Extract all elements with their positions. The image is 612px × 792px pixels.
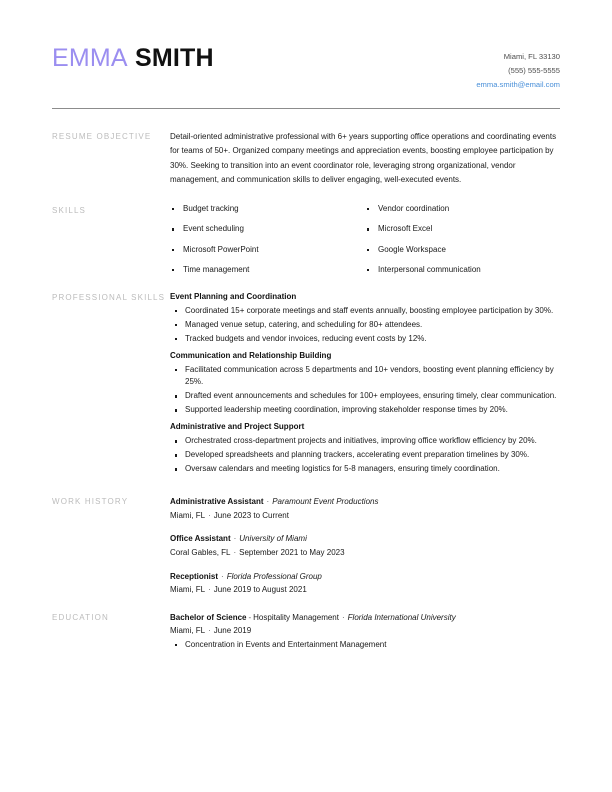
group-title: Communication and Relationship Building (170, 350, 332, 360)
job-location: Miami, FL (170, 585, 206, 595)
header-divider (52, 108, 560, 109)
list-item: Developed spreadsheets and planning trackers, accelerating event preparation timelines by 30%. (170, 449, 560, 462)
resume-header (52, 38, 560, 92)
education-location: Miami, FL (170, 626, 206, 636)
list-item: Managed venue setup, catering, and scheduling for 80+ attendees. (170, 319, 560, 332)
group-bullets (170, 305, 560, 346)
list-item: Concentration in Events and Entertainment Management (170, 639, 560, 652)
contact-location: Miami, FL 33130 (503, 52, 560, 61)
list-item: Facilitated communication across 5 departments and 10+ vendors, boosting event planning efficiency by 25%. (170, 364, 560, 390)
education-school: Florida International University (347, 612, 456, 622)
skills-columns (170, 204, 560, 276)
list-item: Vendor coordination (365, 204, 560, 215)
contact-phone[interactable]: (555) 555-5555 (508, 66, 560, 76)
education-date: June 2019 (213, 626, 252, 636)
list-item: Interpersonal communication (365, 265, 560, 276)
separator-dot: · (208, 510, 211, 520)
job-title: Administrative Assistant (170, 497, 264, 507)
last-name: SMITH (134, 44, 214, 72)
list-item: Coordinated 15+ corporate meetings and staff events annually, boosting employee participation by 30%. (170, 305, 560, 318)
job-dates: June 2023 to Current (213, 510, 289, 520)
list-item: Orchestrated cross-department projects and initiatives, improving office workflow efficiency by 20%. (170, 435, 560, 448)
section-label-work-history: WORK HISTORY (52, 497, 129, 507)
work-entry (170, 495, 560, 522)
group-bullets (170, 435, 560, 476)
job-company: Florida Professional Group (226, 571, 322, 581)
job-dates: June 2019 to August 2021 (213, 585, 307, 595)
list-item: Event scheduling (170, 224, 365, 235)
skills-column-left (170, 204, 365, 276)
skills-list-right (365, 204, 560, 276)
group-bullets (170, 364, 560, 418)
candidate-name (52, 44, 214, 73)
section-label-education: EDUCATION (52, 612, 109, 622)
list-item: Drafted event announcements and schedules for 100+ employees, ensuring timely, clear communication. (170, 390, 560, 403)
professional-skill-group (170, 421, 560, 476)
section-professional-skills (52, 291, 560, 480)
group-title: Event Planning and Coordination (170, 291, 297, 301)
separator-dot: · (208, 585, 211, 595)
separator-dot: · (341, 612, 345, 622)
first-name: EMMA (52, 44, 128, 72)
job-title: Receptionist (170, 571, 219, 581)
education-entry (170, 611, 560, 625)
contact-email[interactable]: emma.smith@email.com (476, 80, 560, 90)
list-item: Time management (170, 265, 365, 276)
job-company: University of Miami (239, 534, 307, 544)
professional-skill-group (170, 350, 560, 418)
education-field: Hospitality Management (253, 612, 339, 622)
job-location: Coral Gables, FL (170, 547, 231, 557)
work-entry (170, 570, 560, 597)
list-item: Google Workspace (365, 245, 560, 256)
list-item: Microsoft Excel (365, 224, 560, 235)
list-item: Supported leadership meeting coordination, improving stakeholder response times by 20%. (170, 404, 560, 417)
job-dates: September 2021 to May 2023 (239, 547, 345, 557)
contact-info (476, 44, 560, 92)
job-company: Paramount Event Productions (272, 497, 379, 507)
professional-skill-group (170, 291, 560, 346)
section-label-skills: SKILLS (52, 206, 87, 216)
work-entry (170, 532, 560, 559)
skills-list-left (170, 204, 365, 276)
group-title: Administrative and Project Support (170, 422, 305, 432)
section-work-history (52, 495, 560, 597)
section-label-professional-skills: PROFESSIONAL SKILLS (52, 292, 166, 302)
separator-dot: · (233, 534, 237, 544)
education-degree: Bachelor of Science (170, 612, 247, 622)
separator-dot: · (266, 497, 270, 507)
section-resume-objective (52, 130, 560, 187)
job-location: Miami, FL (170, 510, 206, 520)
skills-column-right (365, 204, 560, 276)
objective-text: Detail-oriented administrative professional with 6+ years supporting office operations and coordinating events for teams of 50+. Organized company meetings and appreciation events, boosting employee participation by 30%. Seeking to transition into an event coordinator role, leveraging strong organizational, vendor management, and communication skills to deliver engaging, well-executed events. (170, 132, 557, 184)
list-item: Oversaw calendars and meeting logistics for 5-8 managers, ensuring timely coordination. (170, 463, 560, 476)
job-title: Office Assistant (170, 534, 231, 544)
separator-dot: · (233, 547, 237, 557)
list-item: Tracked budgets and vendor invoices, reducing event costs by 12%. (170, 333, 560, 346)
separator-dot: · (208, 626, 211, 636)
section-education (52, 611, 560, 652)
section-skills (52, 204, 560, 276)
education-bullets (170, 639, 560, 652)
list-item: Budget tracking (170, 204, 365, 215)
separator-dot: · (221, 571, 224, 581)
section-label-resume-objective: RESUME OBJECTIVE (52, 132, 152, 142)
separator-dash: - (248, 612, 252, 622)
list-item: Microsoft PowerPoint (170, 245, 365, 256)
